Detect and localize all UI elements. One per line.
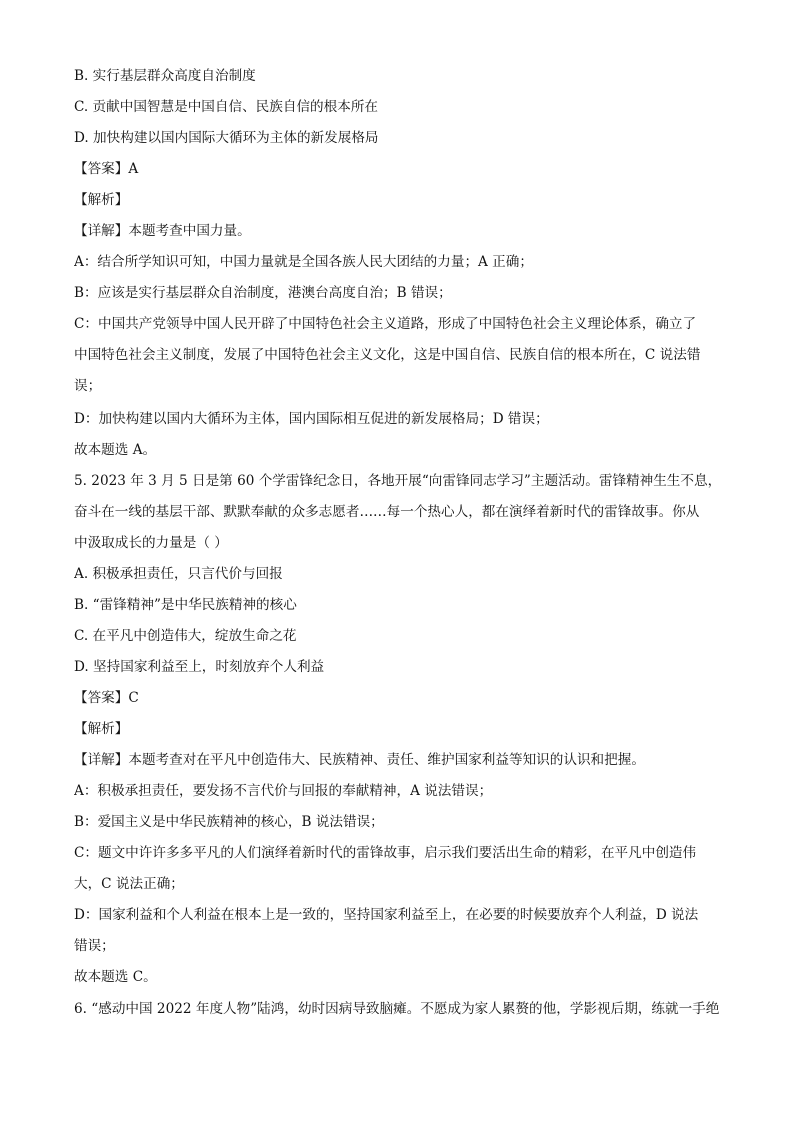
q5-explanation-b: B：爱国主义是中华民族精神的核心，B 说法错误； [74, 814, 384, 830]
q5-explanation-a: A：积极承担责任，要发扬不言代价与回报的奉献精神，A 说法错误； [74, 783, 493, 799]
q5-explanation-d-line2: 错误； [74, 938, 115, 954]
q5-explanation-c-line1: C：题文中许许多多平凡的人们演绎着新时代的雷锋故事，启示我们要活出生命的精彩，在平凡中创造伟 [74, 845, 697, 861]
analysis-label: 【解析】 [74, 192, 129, 208]
option-b-line: B. 实行基层群众高度自治制度 [74, 68, 256, 84]
q5-option-c: C. 在平凡中创造伟大，绽放生命之花 [74, 628, 297, 644]
q5-option-d: D. 坚持国家利益至上，时刻放弃个人利益 [74, 659, 325, 675]
detail-heading: 【详解】本题考查中国力量。 [74, 223, 251, 239]
conclusion: 故本题选 A。 [74, 442, 157, 458]
q5-answer-label: 【答案】C [74, 690, 139, 706]
question-5-line2: 奋斗在一线的基层干部、默默奉献的众多志愿者……每一个热心人，都在演绎着新时代的雷锋故事。你从 [74, 504, 700, 520]
question-5-line3: 中汲取成长的力量是（ ） [74, 535, 228, 551]
explanation-d: D：加快构建以国内大循环为主体，国内国际相互促进的新发展格局；D 错误； [74, 411, 549, 427]
q5-option-a: A. 积极承担责任，只言代价与回报 [74, 566, 283, 582]
q5-option-b: B. “雷锋精神”是中华民族精神的核心 [74, 597, 297, 613]
q5-explanation-c-line2: 大，C 说法正确； [74, 876, 184, 892]
q5-explanation-d-line1: D：国家利益和个人利益在根本上是一致的，坚持国家利益至上，在必要的时候要放弃个人利益，D 说法 [74, 907, 699, 923]
q5-analysis-label: 【解析】 [74, 721, 129, 737]
answer-label: 【答案】A [74, 161, 139, 177]
question-6-line1: 6. “感动中国 2022 年度人物”陆鸿，幼时因病导致脑瘫。不愿成为家人累赘的他，学影视后期，练就一手绝 [74, 1001, 720, 1017]
q5-detail-heading: 【详解】本题考查对在平凡中创造伟大、民族精神、责任、维护国家利益等知识的认识和把握。 [74, 752, 645, 768]
q5-conclusion: 故本题选 C。 [74, 969, 157, 985]
explanation-c-line1: C：中国共产党领导中国人民开辟了中国特色社会主义道路，形成了中国特色社会主义理论体系，确立了 [74, 316, 697, 332]
explanation-a: A：结合所学知识可知，中国力量就是全国各族人民大团结的力量；A 正确； [74, 254, 533, 270]
option-d-line: D. 加快构建以国内国际大循环为主体的新发展格局 [74, 130, 379, 146]
option-c-line: C. 贡献中国智慧是中国自信、民族自信的根本所在 [74, 99, 379, 115]
explanation-c-line2: 中国特色社会主义制度，发展了中国特色社会主义文化，这是中国自信、民族自信的根本所在，C 说法错 [74, 347, 701, 363]
explanation-c-line3: 误； [74, 378, 102, 394]
question-5-line1: 5. 2023 年 3 月 5 日是第 60 个学雷锋纪念日，各地开展“向雷锋同志学习”主题活动。雷锋精神生生不息， [74, 473, 722, 489]
explanation-b: B：应该是实行基层群众自治制度，港澳台高度自治；B 错误； [74, 285, 452, 301]
